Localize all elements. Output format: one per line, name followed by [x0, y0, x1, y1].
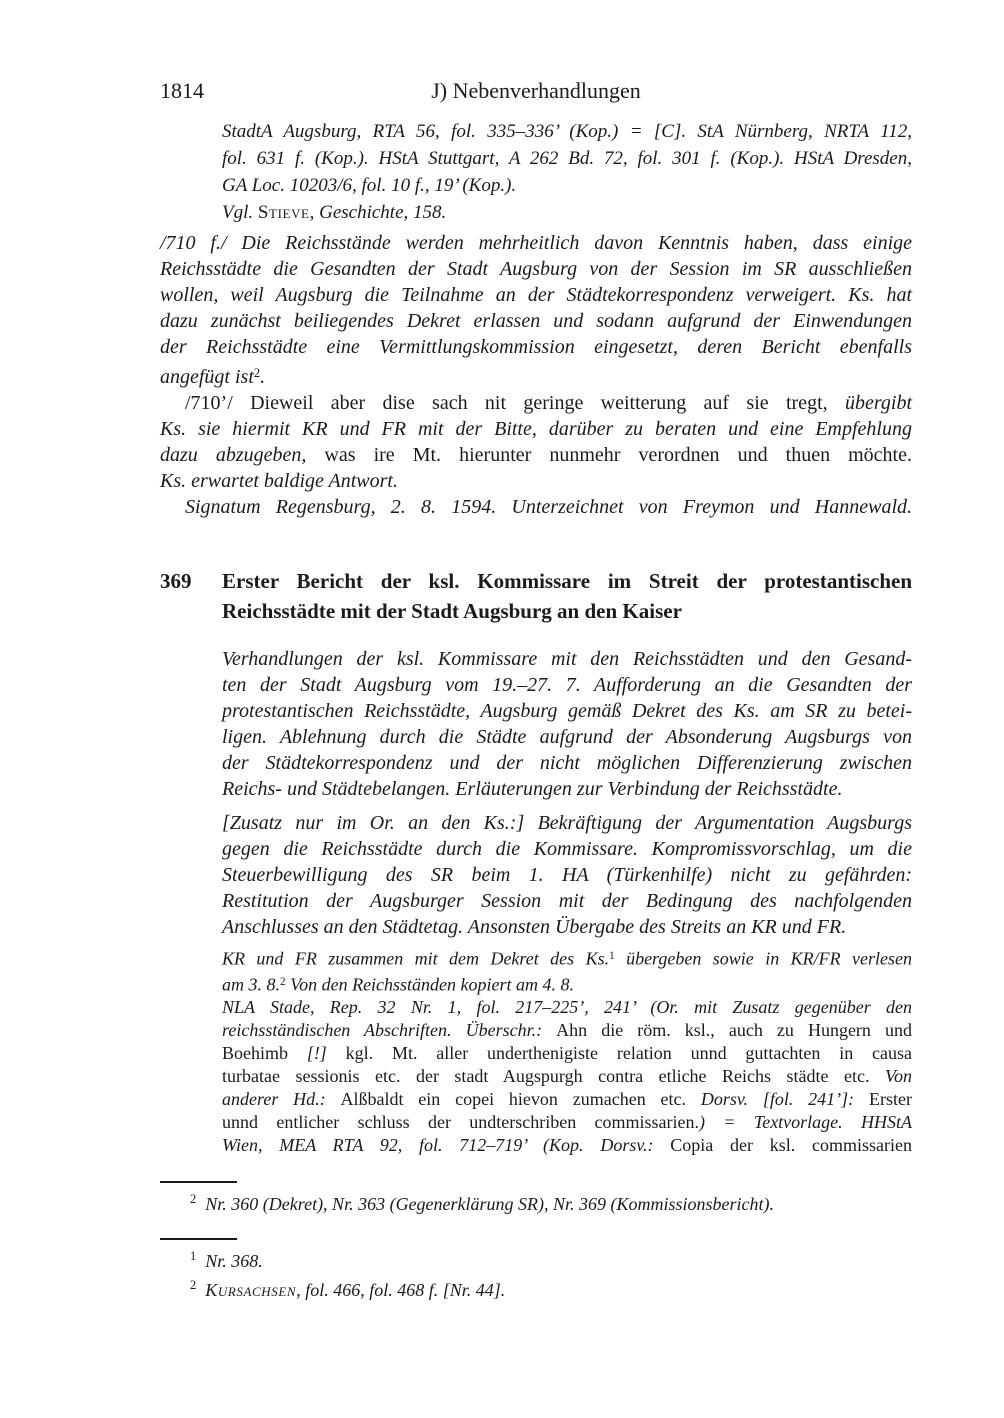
text-block [160, 118, 912, 1302]
text-line [160, 1273, 912, 1302]
text-segment: 1 [609, 950, 615, 963]
text-line [160, 282, 912, 308]
text-segment: Nr. 360 (Dekret), Nr. 363 (Gegenerklärung SR), Nr. 369 (Kommissionsbericht). [205, 1194, 775, 1215]
text-segment: KR und FR zusammen mit dem Dekret des Ks. [222, 948, 610, 969]
text-segment: Boehimb [222, 1043, 307, 1064]
text-segment: dazu abzugeben, [160, 444, 325, 467]
footnote-separator [160, 1238, 237, 1240]
text-line [160, 1244, 912, 1273]
summary-paragraph-710 [160, 230, 912, 390]
text-segment: , fol. 466, fol. 468 f. [Nr. 44]. [296, 1280, 506, 1301]
text-line [222, 596, 912, 626]
text-line [160, 230, 912, 256]
text-segment: wollen, weil Augsburg die Teilnahme an der Städtekorrespondenz verweigert. Ks. hat [160, 284, 912, 306]
text-line [160, 1187, 912, 1216]
text-line [160, 494, 912, 520]
text-segment: Reichs- und Städtebelangen. Erläuterungen zur Verbindung der Reichsstädte. [222, 778, 843, 801]
text-segment: gegen die Reichsstädte durch die Kommissare. Kompromissvorschlag, um die [222, 838, 912, 861]
text-segment: . [260, 366, 266, 389]
text-segment: Wien, MEA RTA 92, fol. 712–719’ (Kop. Dorsv.: [222, 1135, 671, 1156]
text-segment: Dorsv. [fol. 241’]: [700, 1089, 870, 1110]
text-segment: Erster Bericht der ksl. Kommissare im Streit der protestantischen [222, 569, 912, 594]
text-line [222, 646, 912, 672]
text-line [222, 1042, 912, 1065]
signature-line [160, 494, 912, 520]
text-segment: Restitution der Augsburger Session mit der Bedingung des nachfolgenden [222, 890, 912, 913]
text-segment: übergeben sowie in KR/FR verlesen [614, 948, 912, 969]
text-line [160, 442, 912, 468]
document-number: 369 [160, 569, 192, 594]
text-segment: ten der Stadt Augsburg vom 19.–27. 7. Aufforderung an die Gesandten der [222, 674, 912, 697]
text-segment: dazu zunächst beiliegendes Dekret erlassen und sodann aufgrund der Einwendungen [160, 310, 912, 332]
text-segment: unnd entlicher schluss der undterschriben commissarien. [222, 1112, 700, 1133]
text-line [222, 118, 912, 145]
text-segment: [Zusatz nur im Or. an den Ks.:] Bekräftigung der Argumentation Augsburgs [222, 812, 912, 835]
footnote-separator-prev [160, 1181, 237, 1183]
text-line [222, 996, 912, 1019]
text-segment: Verhandlungen der ksl. Kommissare mit den Reichsstädten und den Gesand- [222, 648, 912, 671]
document-heading-369 [160, 566, 912, 626]
text-segment: /710 f./ Die Reichsstände werden mehrheitlich davon Kenntnis haben, dass einige [160, 232, 912, 254]
text-segment: am 3. 8. [222, 974, 280, 995]
text-segment: Von [885, 1066, 912, 1087]
text-segment: Ks. erwartet baldige Antwort. [160, 470, 398, 493]
text-segment: kgl. Mt. aller underthenigiste relation unnd guttachten in causa [345, 1043, 913, 1064]
text-line [222, 172, 912, 199]
text-segment: reichsständischen Abschriften. Überschr.: [222, 1020, 557, 1041]
text-segment: Nr. 368. [205, 1251, 263, 1272]
text-line [222, 888, 912, 914]
text-segment: turbatae sessionis etc. der stadt Augspurgh contra etliche Reichs städte etc. [222, 1066, 885, 1087]
text-line [222, 836, 912, 862]
footnote-marker: 2 [190, 1278, 197, 1293]
footnote-marker: 2 [190, 1192, 197, 1207]
text-segment: [!] [306, 1043, 346, 1064]
text-segment: Erster [869, 1089, 912, 1110]
text-segment: Kursachsen [205, 1280, 297, 1301]
text-line [222, 971, 912, 997]
text-segment: 2 [253, 366, 261, 380]
text-segment: Copia der ksl. commissarien [670, 1135, 912, 1156]
text-line [222, 145, 912, 172]
text-column [160, 78, 912, 1302]
text-segment: 2 [280, 975, 286, 988]
text-line [222, 1088, 912, 1111]
text-segment: , Geschichte, 158. [309, 202, 447, 223]
text-line [222, 724, 912, 750]
text-segment: übergibt [844, 392, 912, 415]
text-segment: ligen. Ablehnung durch die Städte aufgrund der Absonderung Augsburgs von [222, 726, 912, 749]
text-line [222, 566, 912, 596]
text-segment: protestantischen Reichsstädte, Augsburg gemäß Dekret des Ks. am SR zu betei- [222, 700, 912, 723]
text-segment: Reichsstädte die Gesandten der Stadt Augsburg von der Session im SR ausschließen [160, 258, 912, 280]
text-segment: Signatum Regensburg, 2. 8. 1594. Unterzeichnet von Freymon und Hannewald. [185, 496, 912, 519]
text-line [222, 672, 912, 698]
text-line [222, 945, 912, 971]
running-header: J) Nebenverhandlungen [431, 78, 641, 103]
quotation-paragraph-710 [160, 390, 912, 494]
text-line [160, 360, 912, 390]
text-line [160, 468, 912, 494]
text-line [222, 1111, 912, 1134]
footnote-marker: 1 [190, 1249, 197, 1264]
text-line [160, 390, 912, 416]
text-line [222, 862, 912, 888]
text-segment: Steuerbewilligung des SR beim 1. HA (Türkenhilfe) nicht zu gefährden: [222, 864, 912, 887]
text-segment: Von den Reichsständen kopiert am 4. 8. [285, 974, 575, 995]
text-line [160, 334, 912, 360]
text-segment: anderer Hd.: [222, 1089, 341, 1110]
transmission-note [160, 945, 912, 996]
text-segment: der Reichsstädte eine Vermittlungskommission eingesetzt, deren Bericht ebenfalls [160, 336, 912, 358]
archive-reference [160, 118, 912, 226]
text-line [222, 914, 912, 940]
text-segment: NLA Stade, Rep. 32 Nr. 1, fol. 217–225’, 241’ (Or. mit Zusatz gegenüber den [222, 997, 912, 1018]
page-header [160, 78, 912, 104]
footnote-1 [160, 1244, 912, 1273]
text-line [222, 698, 912, 724]
text-line [222, 1065, 912, 1088]
text-line [222, 810, 912, 836]
text-segment: Ks. sie hiermit KR und FR mit der Bitte, darüber zu beraten und eine Empfehlung [160, 418, 912, 441]
text-segment: Anschlusses an den Städtetag. Ansonsten Übergabe des Streits an KR und FR. [222, 916, 847, 939]
text-segment: fol. 631 f. (Kop.). HStA Stuttgart, A 262 Bd. 72, fol. 301 f. (Kop.). HStA Dresden, [222, 148, 912, 169]
text-line [222, 199, 912, 226]
footnote-2 [160, 1273, 912, 1302]
page-number: 1814 [160, 78, 204, 103]
text-line [222, 776, 912, 802]
text-segment: /710’/ Dieweil aber dise sach nit geringe weitterung auf sie tregt, [185, 392, 845, 415]
text-line [160, 416, 912, 442]
text-segment: Alßbaldt ein copei hievon zumachen etc. [340, 1089, 701, 1110]
archive-note [160, 996, 912, 1157]
text-segment: angefügt ist [160, 366, 254, 389]
footnote-prev-2 [160, 1187, 912, 1216]
text-segment: Ahn die röm. ksl., auch zu Hungern und [556, 1020, 912, 1041]
summary-369 [160, 646, 912, 802]
text-segment: was ire Mt. hierunter nunmehr verordnen und thuen möchte. [324, 444, 912, 467]
text-segment: Reichsstädte mit der Stadt Augsburg an den Kaiser [222, 599, 682, 624]
text-segment: Stieve [257, 202, 310, 223]
text-segment: Vgl. [222, 202, 258, 223]
text-line [222, 750, 912, 776]
text-segment: der Städtekorrespondenz und der nicht möglichen Differenzierung zwischen [222, 752, 912, 775]
text-line [222, 1019, 912, 1042]
text-line [160, 308, 912, 334]
text-segment: StadtA Augsburg, RTA 56, fol. 335–336’ (Kop.) = [C]. StA Nürnberg, NRTA 112, [222, 121, 912, 142]
text-line [222, 1134, 912, 1157]
text-segment: ) = Textvorlage. HHStA [699, 1112, 912, 1133]
zusatz-summary [160, 810, 912, 940]
text-segment: GA Loc. 10203/6, fol. 10 f., 19’ (Kop.). [222, 175, 517, 196]
text-line [160, 256, 912, 282]
